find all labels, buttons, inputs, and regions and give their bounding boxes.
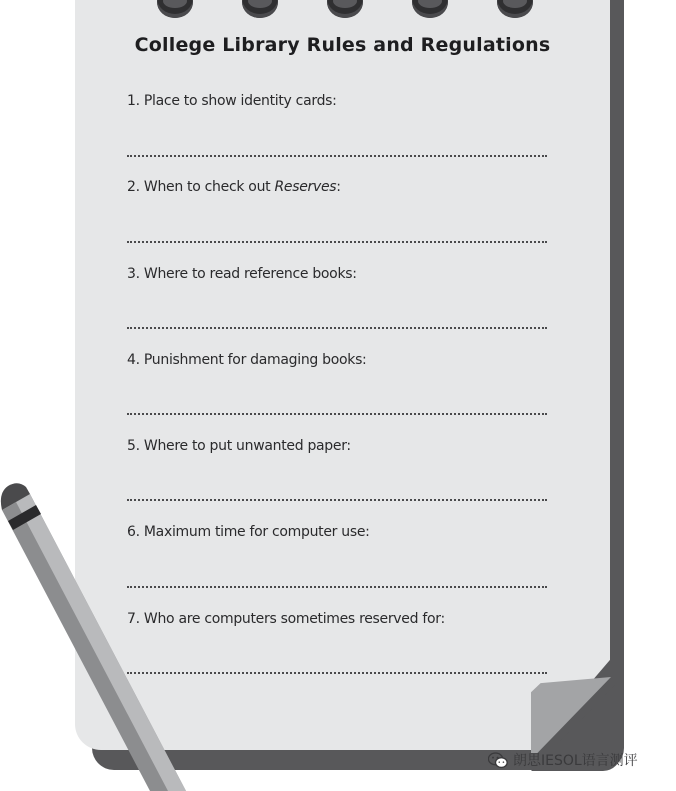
wechat-icon bbox=[488, 752, 508, 769]
question-italic-term: Reserves bbox=[274, 179, 337, 195]
question-text: 3. Where to read reference books: bbox=[127, 266, 357, 282]
worksheet-title: College Library Rules and Regulations bbox=[134, 34, 551, 56]
question-text: 2. When to check out bbox=[127, 179, 275, 195]
question-text: 5. Where to put unwanted paper: bbox=[127, 438, 351, 454]
question-text: 1. Place to show identity cards: bbox=[127, 93, 337, 109]
question-text: 6. Maximum time for computer use: bbox=[127, 524, 370, 540]
pencil-icon bbox=[0, 0, 200, 791]
question-suffix: : bbox=[336, 179, 341, 195]
watermark bbox=[488, 750, 638, 770]
question-text: 7. Who are computers sometimes reserved for: bbox=[127, 611, 445, 627]
watermark-text: 朗思IESOL语言测评 bbox=[513, 753, 638, 769]
question-text: 4. Punishment for damaging books: bbox=[127, 352, 367, 368]
